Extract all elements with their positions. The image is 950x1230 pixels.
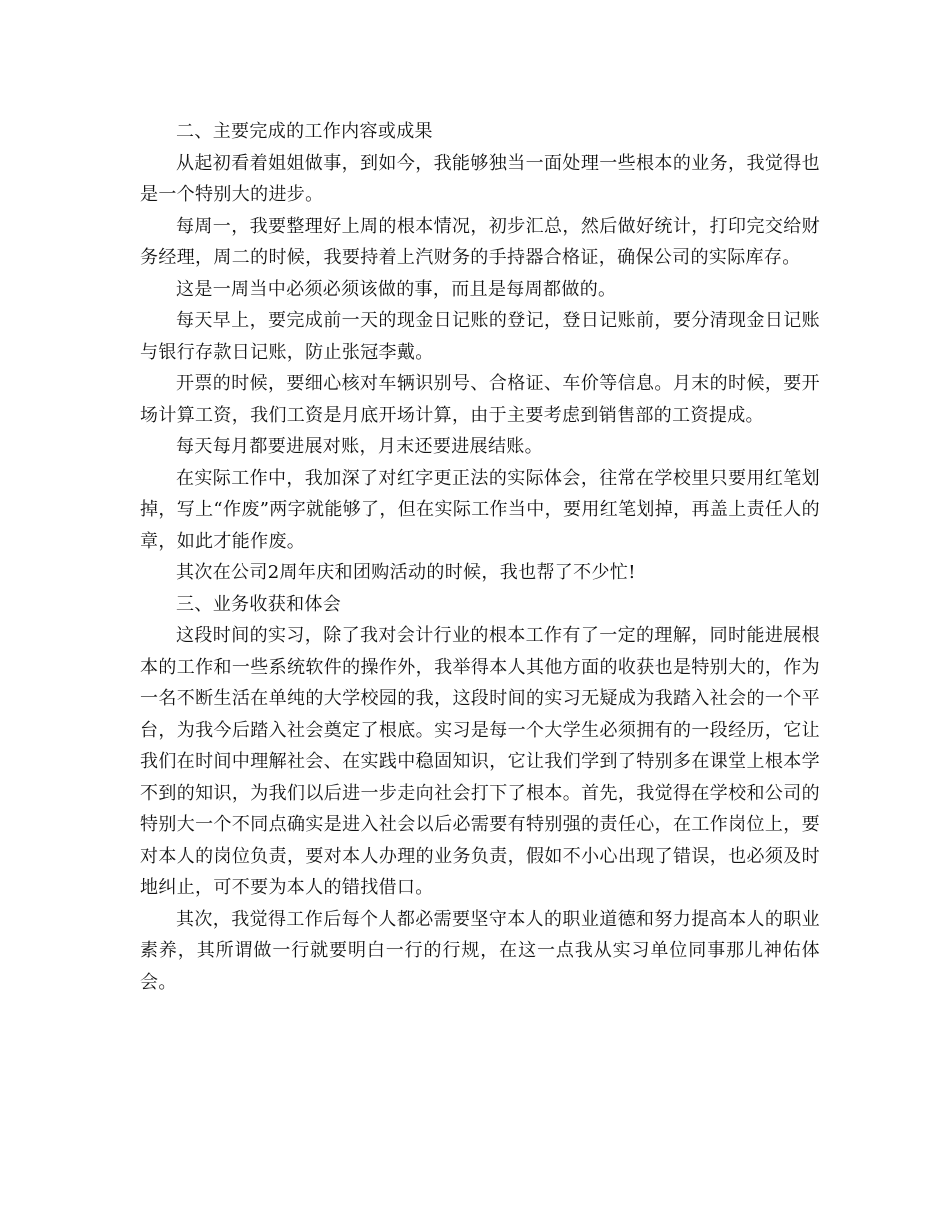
paragraph-reconciliation: 每天每月都要进展对账，月末还要进展结账。 <box>176 436 543 457</box>
paragraph-weekly-routine: 这是一周当中必须必须该做的事，而且是每周都做的。 <box>176 278 617 300</box>
document-page <box>140 116 820 998</box>
paragraph-weekly-monday: 每周一，我要整理好上周的根本情况，初步汇总，然后做好统计，打印完交给财务经理，周二的时候，我要持着上汽财务的手持器合格证，确保公司的实际库存。 <box>140 215 820 268</box>
paragraph-progress: 从起初看着姐姐做事，到如今，我能够独当一面处理一些根本的业务，我觉得也是一个特别大的进步。 <box>140 152 820 205</box>
paragraph-professional-ethics: 其次，我觉得工作后每个人都必需要坚守本人的职业道德和努力提高本人的职业素养，其所谓做一行就要明白一行的行规，在这一点我从实习单位同事那儿神佑体会。 <box>140 908 820 993</box>
paragraph-red-correction: 在实际工作中，我加深了对红字更正法的实际体会，往常在学校里只要用红笔划掉，写上“作废”两字就能够了，但在实际工作当中，要用红笔划掉，再盖上责任人的章，如此才能作废。 <box>140 467 820 552</box>
paragraph-internship-gains: 这段时间的实习，除了我对会计行业的根本工作有了一定的理解，同时能进展根本的工作和一些系统软件的操作外，我举得本人其他方面的收获也是特别大的，作为一名不断生活在单纯的大学校园的我，这段时间的实习无疑成为我踏入社会的一个平台，为我今后踏入社会奠定了根底。实习是每一个大学生必须拥有的一段经历，它让我们在时间中理解社会、在实践中稳固知识，它让我们学到了特别多在课堂上根本学不到的知识，为我们以后进一步走向社会打下了根本。首先，我觉得在学校和公司的特别大一个不同点确实是进入社会以后必需要有特别强的责任心，在工作岗位上，要对本人的岗位负责，要对本人办理的业务负责，假如不小心出现了错误，也必须及时地纠止，可不要为本人的错找借口。 <box>140 625 820 898</box>
paragraph-daily-journal: 每天早上，要完成前一天的现金日记账的登记，登日记账前，要分清现金日记账与银行存款日记账，防止张冠李戴。 <box>140 310 820 363</box>
paragraph-invoicing: 开票的时候，要细心核对车辆识别号、合格证、车价等信息。月末的时候，要开场计算工资，我们工资是月底开场计算，由于主要考虑到销售部的工资提成。 <box>140 373 820 426</box>
paragraph-anniversary-help: 其次在公司2周年庆和团购活动的时候，我也帮了不少忙! <box>176 562 636 583</box>
section-heading-gains: 三、业务收获和体会 <box>176 593 342 615</box>
section-heading-main-work: 二、主要完成的工作内容或成果 <box>176 121 433 142</box>
